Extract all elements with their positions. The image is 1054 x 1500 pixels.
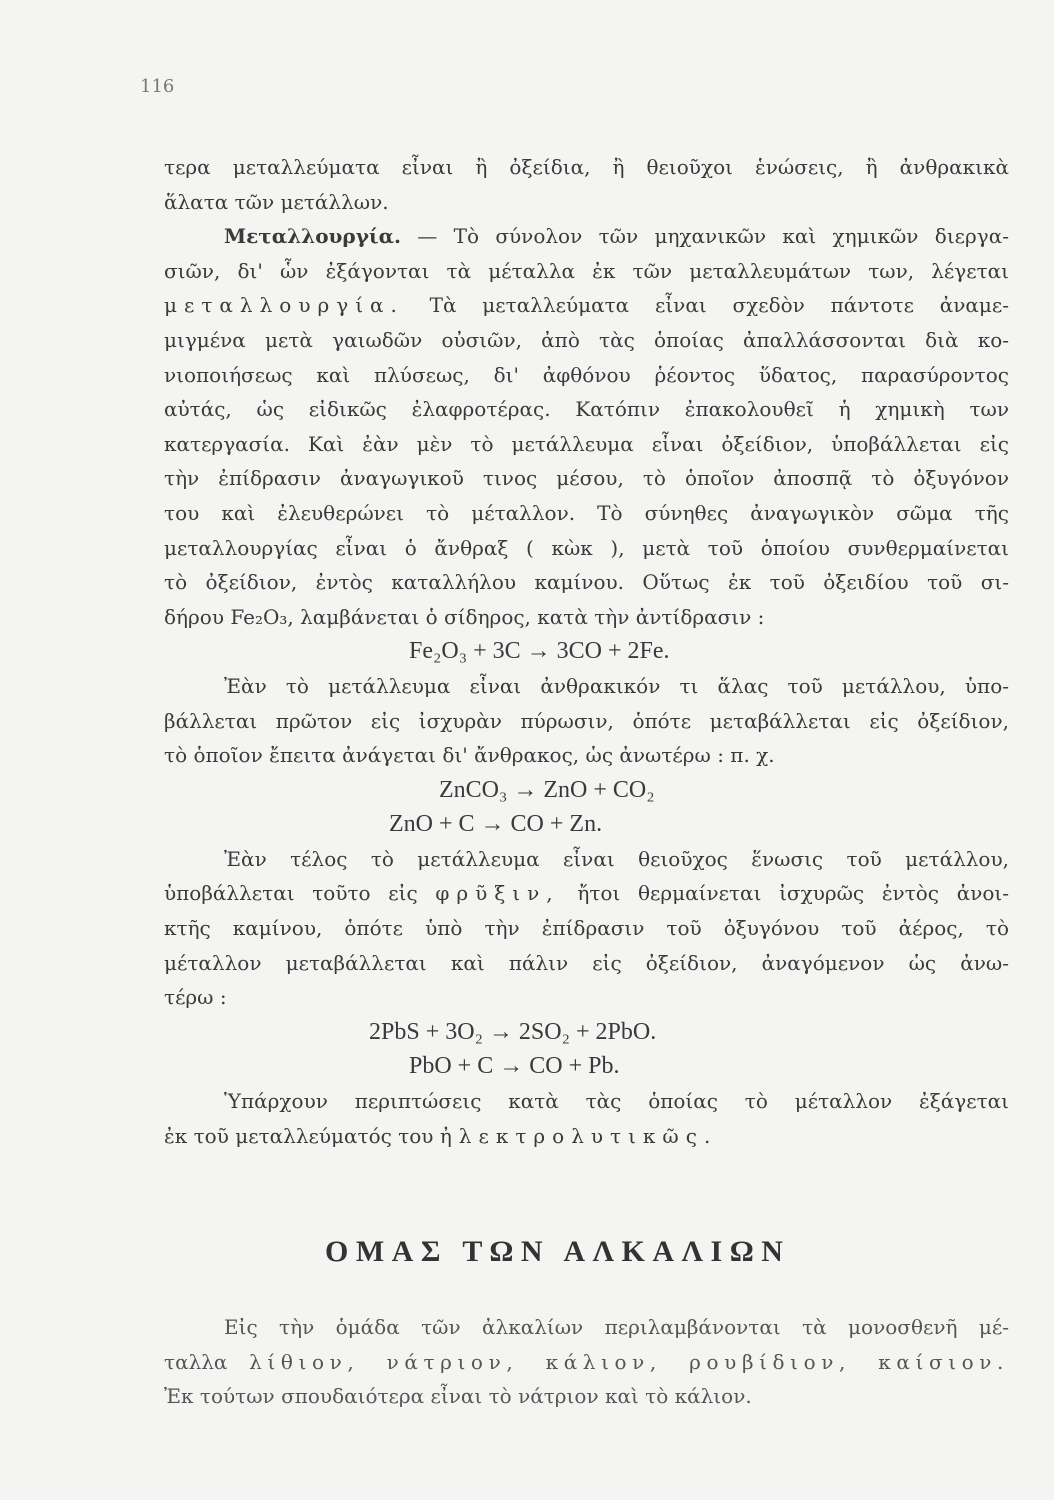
sulfide-roasting-line	[164, 876, 1009, 911]
metallurgy-line1-rest: — Τὸ σύνολον τῶν μηχανικῶν καὶ χημικῶν διεργα-	[400, 224, 1009, 249]
text-line: ἅλατα τῶν μετάλλων.	[164, 189, 389, 214]
metallurgy-spaced-word: μεταλλουργία.	[164, 293, 404, 318]
electrolysis-spaced-word: ἠλεκτρολυτικῶς.	[439, 1123, 718, 1148]
alkali-text	[164, 1310, 1009, 1414]
text-line: κτῆς καμίνου, ὁπότε ὑπὸ τὴν ἐπίδρασιν τοῦ ὀξυγόνου τοῦ ἀέρος, τὸ	[164, 916, 1009, 941]
sulfide-line2-pre: ὑποβάλλεται τοῦτο εἰς	[164, 881, 436, 906]
text-line: του καὶ ἐλευθερώνει τὸ μέταλλον. Τὸ σύνηθες ἀναγωγικὸν σῶμα τῆς	[164, 500, 1009, 525]
text-line: τέρω :	[164, 985, 227, 1010]
text-line: Ἐὰν τὸ μετάλλευμα εἶναι ἀνθρακικόν τι ἅλας τοῦ μετάλλου, ὑπο-	[224, 673, 1009, 698]
text-line: βάλλεται πρῶτον εἰς ἰσχυρὰν πύρωσιν, ὁπότε μεταβάλλεται εἰς ὀξείδιον,	[164, 708, 1009, 733]
text-line: τερα μεταλλεύματα εἶναι ἢ ὀξείδια, ἢ θειοῦχοι ἑνώσεις, ἢ ἀνθρακικὰ	[164, 155, 1009, 179]
equation-iron: Fe₂O₃ + 3C → 3CO + 2Fe.	[409, 638, 670, 665]
metallurgy-third-line	[164, 288, 1009, 323]
main-text	[164, 150, 1009, 1153]
sulfide-spaced-word: φρῦξιν,	[435, 881, 560, 906]
sulfide-line2-post: ἤτοι θερμαίνεται ἰσχυρῶς ἐντὸς ἀνοι-	[559, 881, 1009, 906]
text-line: Ὑπάρχουν περιπτώσεις κατὰ τὰς ὁποίας τὸ μέταλλον ἐξάγεται	[224, 1089, 1009, 1114]
text-line: μεταλλουργίας εἶναι ὁ ἄνθραξ ( κὼκ ), μετὰ τοῦ ὁποίου συνθερμαίνεται	[164, 535, 1009, 560]
page-number: 116	[140, 76, 175, 97]
text-line: μέταλλον μεταβάλλεται καὶ πάλιν εἰς ὀξείδιον, ἀναγόμενον ὡς ἀνω-	[164, 950, 1009, 975]
text-line: κατεργασία. Καὶ ἐὰν μὲν τὸ μετάλλευμα εἶναι ὀξείδιον, ὑποβάλλεται εἰς	[164, 431, 1009, 456]
metallurgy-term: Μεταλλουργία.	[224, 224, 401, 249]
text-line: Ἐὰν τέλος τὸ μετάλλευμα εἶναι θειοῦχος ἕνωσις τοῦ μετάλλου,	[224, 846, 1009, 871]
text-line: νιοποιήσεως καὶ πλύσεως, δι' ἀφθόνου ῥέοντος ὕδατος, παρασύροντος	[164, 362, 1009, 387]
equation-lead-oxide: PbO + C → CO + Pb.	[409, 1053, 620, 1080]
equation-zinc-carbonate: ZnCO₃ → ZnO + CO₂	[439, 776, 655, 803]
text-line: δήρου Fe₂O₃, λαμβάνεται ὁ σίδηρος, κατὰ τὴν ἀντίδρασιν :	[164, 604, 765, 629]
text-line: Ἐκ τούτων σπουδαιότερα εἶναι τὸ νάτριον καὶ τὸ κάλιον.	[164, 1384, 752, 1409]
text-line: τὸ ὀξείδιον, ἐντὸς καταλλήλου καμίνου. Οὕτως ἐκ τοῦ ὀξειδίου τοῦ σι-	[164, 570, 1009, 595]
alkali-metals-line	[164, 1345, 1009, 1380]
metallurgy-first-line	[164, 219, 1009, 254]
text-line: τὸ ὁποῖον ἔπειτα ἀνάγεται δι' ἄνθρακος, ὡς ἀνωτέρω : π. χ.	[164, 743, 775, 768]
alkali-line2-pre: ταλλα	[164, 1349, 250, 1374]
text-line: σιῶν, δι' ὧν ἐξάγονται τὰ μέταλλα ἐκ τῶν μεταλλευμάτων των, λέγεται	[164, 258, 1009, 283]
section-heading: ΟΜΑΣ ΤΩΝ ΑΛΚΑΛΙΩΝ	[325, 1235, 791, 1268]
electrolysis-line2-pre: ἐκ τοῦ μεταλλεύματός του	[164, 1123, 440, 1148]
equation-zinc-oxide: ZnO + C → CO + Zn.	[389, 811, 603, 838]
electrolysis-line	[164, 1119, 1009, 1154]
alkali-metals-list: λίθιον, νάτριον, κάλιον, ρουβίδιον, καίσιον.	[249, 1349, 1009, 1374]
text-line: τὴν ἐπίδρασιν ἀναγωγικοῦ τινος μέσου, τὸ ὁποῖον ἀποσπᾷ τὸ ὀξυγόνον	[164, 466, 1009, 491]
metallurgy-line3-rest: Τὰ μεταλλεύματα εἶναι σχεδὸν πάντοτε ἀναμε-	[403, 293, 1009, 318]
text-line: Εἰς τὴν ὁμάδα τῶν ἀλκαλίων περιλαμβάνονται τὰ μονοσθενῆ μέ-	[224, 1315, 1009, 1339]
equation-lead-sulfide: 2PbS + 3O₂ → 2SO₂ + 2PbO.	[369, 1018, 657, 1045]
text-line: αὐτάς, ὡς εἰδικῶς ἐλαφροτέρας. Κατόπιν ἐπακολουθεῖ ἡ χημικὴ των	[164, 397, 1009, 422]
text-line: μιγμένα μετὰ γαιωδῶν οὐσιῶν, ἀπὸ τὰς ὁποίας ἀπαλλάσσονται διὰ κο-	[164, 327, 1009, 352]
